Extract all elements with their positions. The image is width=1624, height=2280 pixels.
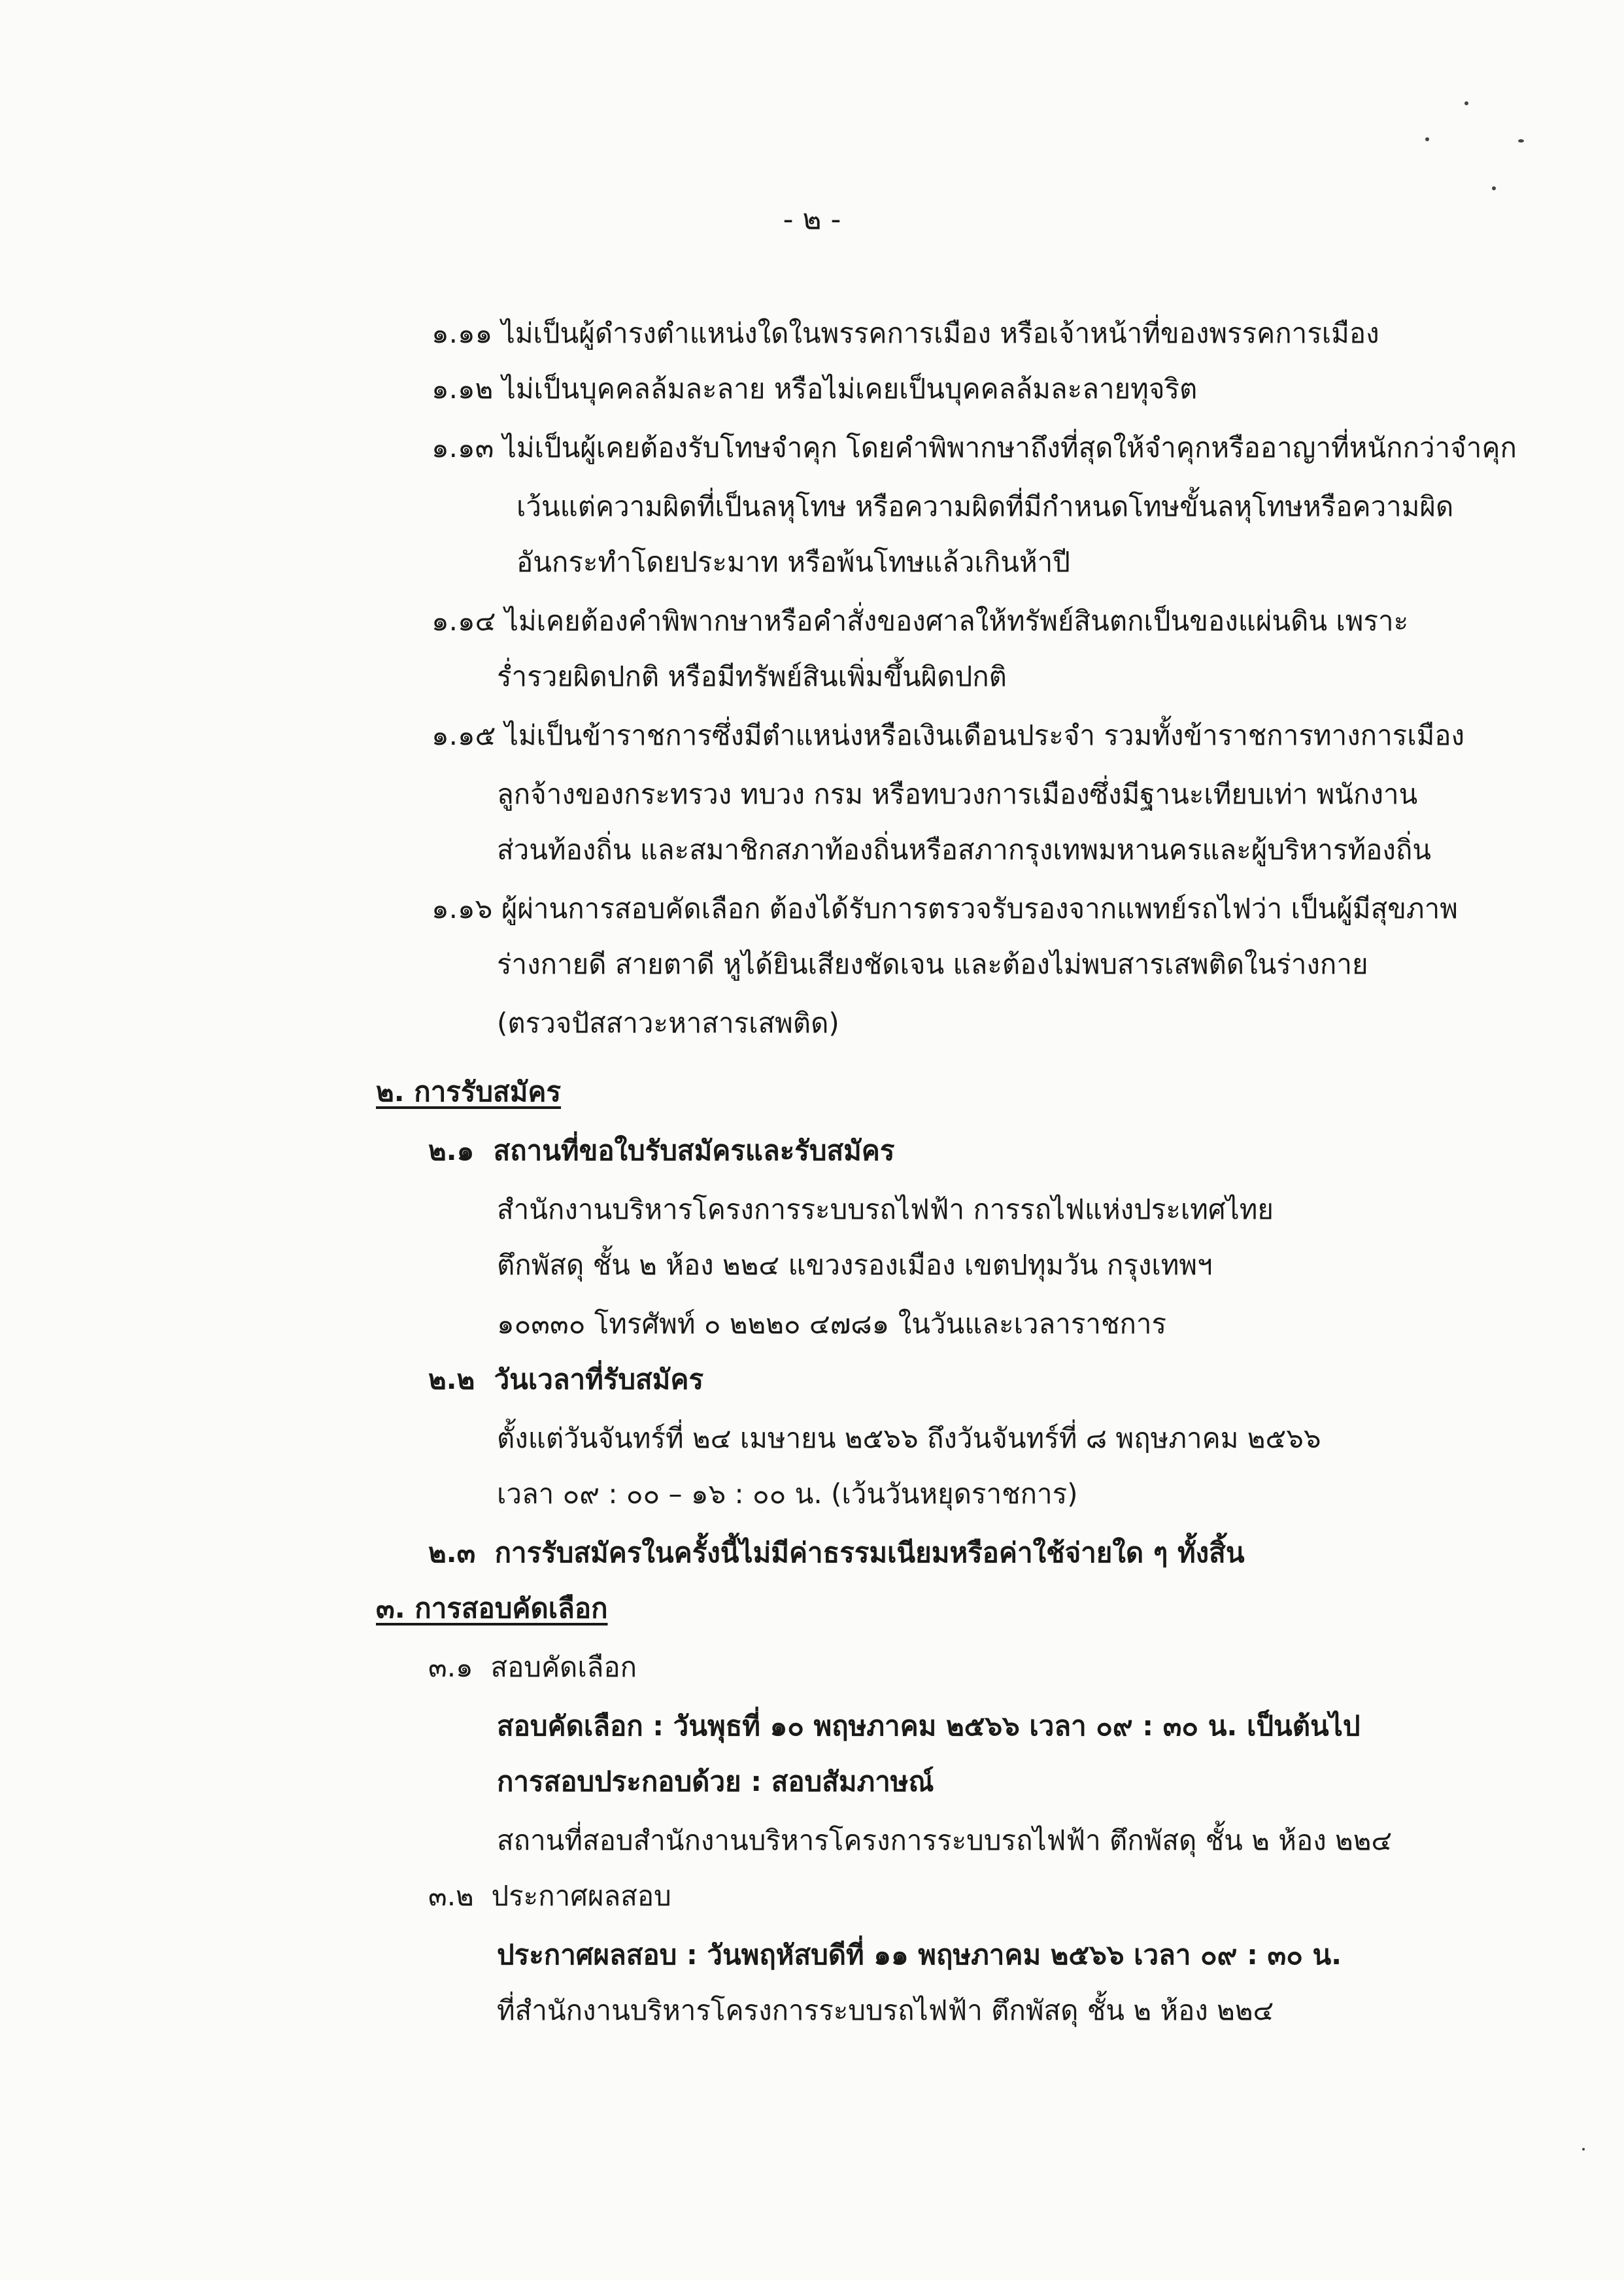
item-number: ๑.๑๒	[431, 373, 494, 405]
item-number: ๑.๑๕	[431, 719, 496, 751]
item-text: ไม่เป็นผู้เคยต้องรับโทษจำคุก โดยคำพิพากษาถึงที่สุดให้จำคุกหรืออาญาที่หนักกว่าจำคุก	[502, 432, 1517, 464]
section-number: ๓.๒	[428, 1880, 474, 1912]
item-number: ๑.๑๖	[431, 893, 493, 925]
application-hours: เวลา ๐๙ : ๐๐ – ๑๖ : ๐๐ น. (เว้นวันหยุดราชการ)	[497, 1478, 1078, 1510]
section-3-heading: ๓. การสอบคัดเลือก	[376, 1592, 608, 1624]
item-number: ๑.๑๑	[431, 317, 493, 349]
qualification-1-15	[431, 716, 1464, 755]
qualification-1-16-cont: ร่างกายดี สายตาดี หูได้ยินเสียงชัดเจน และต้องไม่พบสารเสพติดในร่างกาย	[497, 948, 1368, 980]
section-title: สถานที่ขอใบรับสมัครและรับสมัคร	[493, 1134, 895, 1166]
section-number: ๓.๑	[428, 1651, 473, 1683]
qualification-1-14-cont: ร่ำรวยผิดปกติ หรือมีทรัพย์สินเพิ่มขึ้นผิดปกติ	[497, 660, 1007, 692]
qualification-1-16	[431, 889, 1458, 928]
qualification-1-15-cont: ส่วนท้องถิ่น และสมาชิกสภาท้องถิ่นหรือสภากรุงเทพมหานครและผู้บริหารท้องถิ่น	[497, 834, 1432, 866]
application-period: ตั้งแต่วันจันทร์ที่ ๒๔ เมษายน ๒๕๖๖ ถึงวันจันทร์ที่ ๘ พฤษภาคม ๒๕๖๖	[497, 1422, 1321, 1454]
item-text: ผู้ผ่านการสอบคัดเลือก ต้องได้รับการตรวจรับรองจากแพทย์รถไฟว่า เป็นผู้มีสุขภาพ	[501, 893, 1458, 925]
item-number: ๑.๑๓	[431, 432, 494, 464]
exam-place: สถานที่สอบสำนักงานบริหารโครงการระบบรถไฟฟ้า ตึกพัสดุ ชั้น ๒ ห้อง ๒๒๔	[497, 1824, 1393, 1856]
qualification-1-14	[431, 602, 1408, 641]
section-number: ๒.๑	[428, 1134, 475, 1166]
section-2-3-heading	[428, 1533, 1245, 1573]
qualification-1-13-cont: เว้นแต่ความผิดที่เป็นลหุโทษ หรือความผิดที่มีกำหนดโทษขั้นลหุโทษหรือความผิด	[516, 490, 1454, 522]
scan-speck	[1464, 101, 1468, 105]
result-place: ที่สำนักงานบริหารโครงการระบบรถไฟฟ้า ตึกพัสดุ ชั้น ๒ ห้อง ๒๒๔	[497, 1994, 1274, 2026]
qualification-1-13-cont: อันกระทำโดยประมาท หรือพ้นโทษแล้วเกินห้าปี	[516, 546, 1070, 578]
qualification-1-12	[431, 369, 1197, 409]
item-text: ไม่เป็นผู้ดำรงตำแหน่งใดในพรรคการเมือง หรือเจ้าหน้าที่ของพรรคการเมือง	[501, 317, 1379, 349]
section-2-1-heading	[428, 1131, 894, 1170]
item-number: ๑.๑๔	[431, 605, 496, 637]
item-text: ไม่เป็นบุคคลล้มละลาย หรือไม่เคยเป็นบุคคลล้มละลายทุจริต	[501, 373, 1198, 405]
section-2-heading: ๒. การรับสมัคร	[376, 1076, 562, 1108]
scan-speck	[1425, 137, 1429, 141]
page-number: - ๒ -	[783, 203, 841, 236]
item-text: ไม่เป็นข้าราชการซึ่งมีตำแหน่งหรือเงินเดือนประจำ รวมทั้งข้าราชการทางการเมือง	[504, 719, 1465, 751]
qualification-1-15-cont: ลูกจ้างของกระทรวง ทบวง กรม หรือทบวงการเมืองซึ่งมีฐานะเทียบเท่า พนักงาน	[497, 778, 1418, 810]
section-number: ๒.๓	[428, 1537, 476, 1569]
scan-speck	[1492, 186, 1496, 190]
qualification-1-11	[431, 314, 1379, 353]
address-line: สำนักงานบริหารโครงการระบบรถไฟฟ้า การรถไฟแห่งประเทศไทย	[497, 1193, 1274, 1225]
section-title: วันเวลาที่รับสมัคร	[494, 1363, 704, 1395]
qualification-1-13	[431, 428, 1517, 468]
address-line: ตึกพัสดุ ชั้น ๒ ห้อง ๒๒๔ แขวงรองเมือง เขตปทุมวัน กรุงเทพฯ	[497, 1249, 1213, 1281]
result-date: ประกาศผลสอบ : วันพฤหัสบดีที่ ๑๑ พฤษภาคม ๒๕๖๖ เวลา ๐๙ : ๓๐ น.	[497, 1939, 1342, 1971]
address-line: ๑๐๓๓๐ โทรศัพท์ ๐ ๒๒๒๐ ๔๗๘๑ ในวันและเวลาราชการ	[497, 1308, 1167, 1340]
scan-speck	[1582, 2148, 1585, 2151]
section-title: ประกาศผลสอบ	[491, 1880, 671, 1912]
section-title: การรับสมัครในครั้งนี้ไม่มีค่าธรรมเนียมหรือค่าใช้จ่ายใด ๆ ทั้งสิ้น	[494, 1537, 1245, 1569]
scan-speck	[1518, 139, 1524, 143]
section-number: ๒.๒	[428, 1363, 475, 1395]
qualification-1-16-cont: (ตรวจปัสสาวะหาสารเสพติด)	[497, 1007, 839, 1039]
section-3-2-heading	[428, 1877, 671, 1916]
section-title: สอบคัดเลือก	[490, 1651, 637, 1683]
exam-type: การสอบประกอบด้วย : สอบสัมภาษณ์	[497, 1765, 934, 1797]
exam-date: สอบคัดเลือก : วันพุธที่ ๑๐ พฤษภาคม ๒๕๖๖ เวลา ๐๙ : ๓๐ น. เป็นต้นไป	[497, 1710, 1361, 1742]
section-2-2-heading	[428, 1360, 703, 1399]
section-3-1-heading	[428, 1648, 637, 1687]
item-text: ไม่เคยต้องคำพิพากษาหรือคำสั่งของศาลให้ทรัพย์สินตกเป็นของแผ่นดิน เพราะ	[504, 605, 1409, 637]
